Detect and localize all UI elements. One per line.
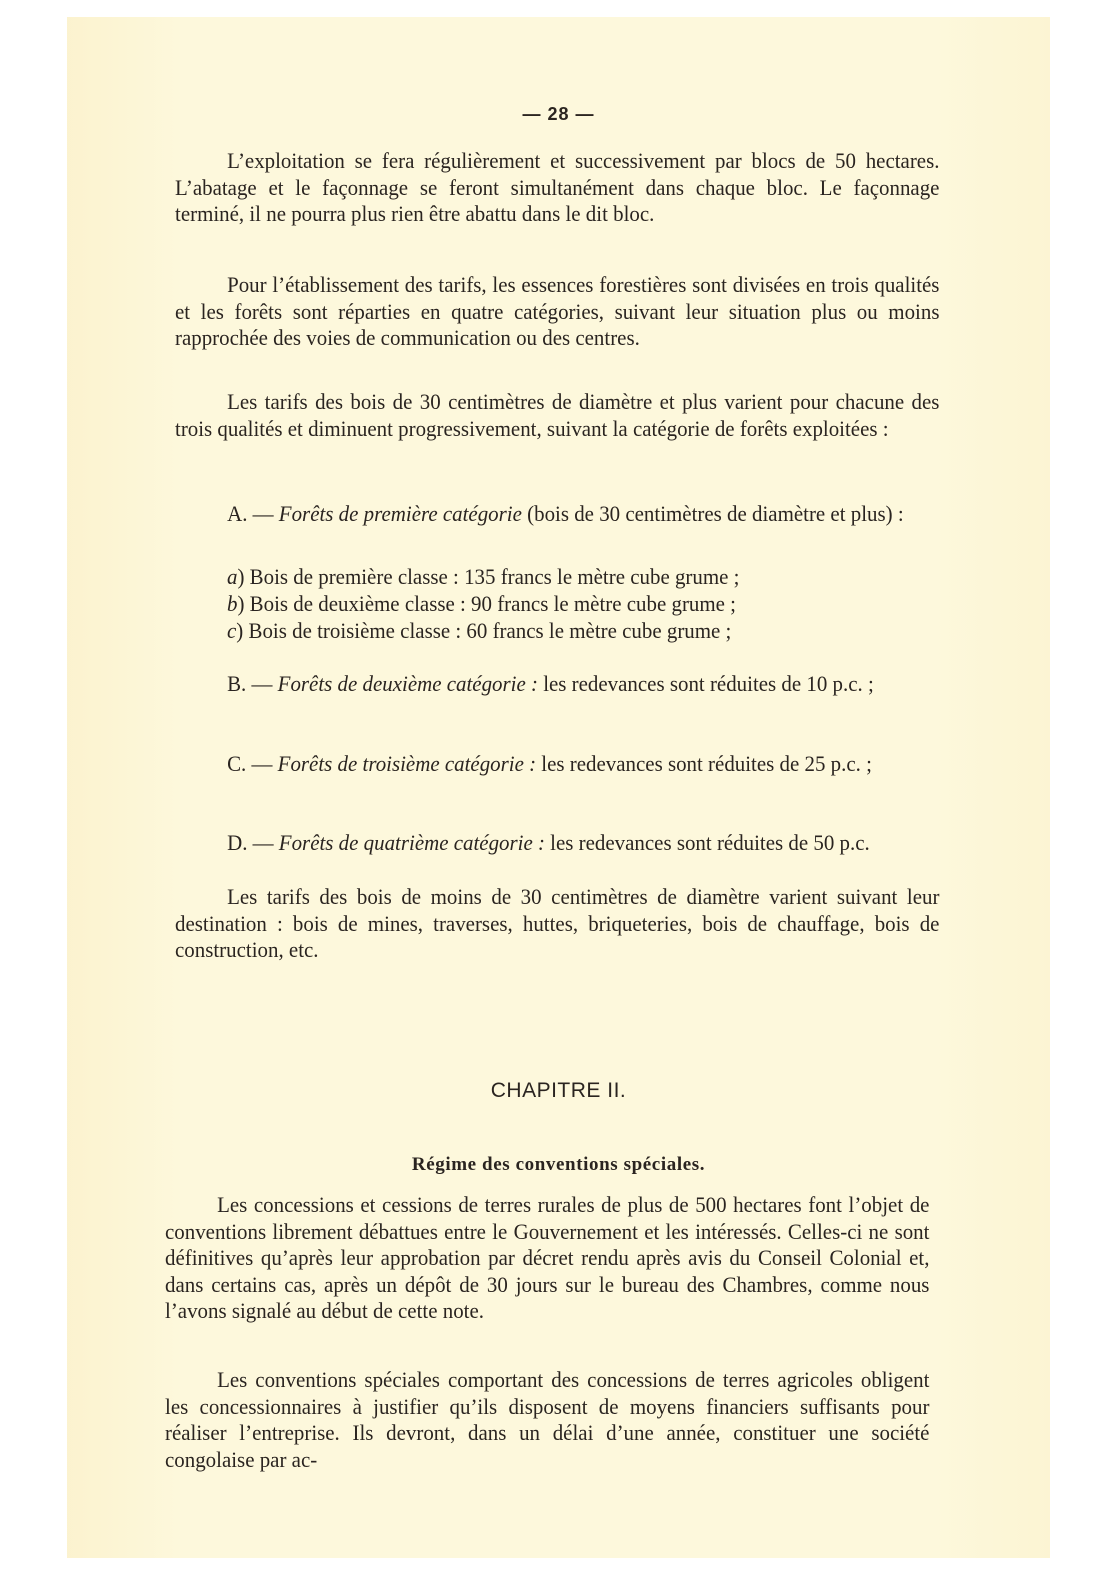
category-d: [175, 830, 939, 857]
category-b-rest: les redevances sont réduites de 10 p.c. ;: [537, 671, 874, 696]
category-d-prefix: D. —: [227, 830, 279, 855]
paragraph-concessions: Les concessions et cessions de terres rurales de plus de 500 hectares font l’objet de conventions librement débattues entre le Gouvernement et les intéressés. Celles-ci ne sont définitives qu’après leur approbation par décret rendu après avis du Conseil Colonial et, dans certains cas, après un dépôt de 30 jours sur le bureau des Chambres, comme nous l’avons signalé au début de cette note.: [165, 1192, 930, 1323]
list-item-text: ) Bois de première classe : 135 francs le mètre cube grume ;: [237, 564, 740, 589]
chapter-heading: CHAPITRE II.: [490, 1079, 627, 1102]
category-b: [175, 671, 939, 698]
category-a-rest: (bois de 30 centimètres de diamètre et plus) :: [521, 501, 904, 526]
category-d-rest: les redevances sont réduites de 50 p.c.: [544, 830, 870, 855]
category-d-title: Forêts de quatrième catégorie :: [278, 830, 545, 855]
list-item-label: a: [227, 564, 238, 589]
category-c: [175, 751, 939, 778]
category-c-rest: les redevances sont réduites de 25 p.c. ;: [536, 751, 872, 776]
paragraph-tarifs-qualites: Pour l’établissement des tarifs, les essences forestières sont divisées en trois qualités et les forêts sont réparties en quatre catégories, suivant leur situation plus ou moins rapprochée des voies de communication ou des centres.: [175, 272, 940, 350]
document-page: [67, 17, 1050, 1558]
category-a-prefix: A. —: [227, 501, 279, 526]
page-number: — 28 —: [522, 104, 595, 124]
list-item-text: ) Bois de deuxième classe : 90 francs le mètre cube grume ;: [237, 591, 737, 616]
category-a-title: Forêts de première catégorie: [278, 501, 522, 526]
paragraph-conventions-speciales: Les conventions spéciales comportant des concessions de terres agricoles obligent les concessionnaires à justifier qu’ils disposent de moyens financiers suffisants pour réaliser l’entreprise. Ils devront, dans un délai d’une année, constituer une société congolaise par ac-: [165, 1367, 930, 1472]
category-c-title: Forêts de troisième catégorie :: [277, 751, 537, 776]
paragraph-small-wood: Les tarifs des bois de moins de 30 centimètres de diamètre varient suivant leur destination : bois de mines, traverses, huttes, briqueteries, bois de chauffage, bois de construction, etc.: [175, 884, 940, 962]
category-b-title: Forêts de deuxième catégorie :: [277, 671, 538, 696]
paragraph-tarifs-30cm: Les tarifs des bois de 30 centimètres de diamètre et plus varient pour chacune des trois qualités et diminuent progressivement, suivant la catégorie de forêts exploitées :: [175, 389, 940, 441]
paragraph-exploitation: L’exploitation se fera régulièrement et successivement par blocs de 50 hectares. L’abatage et le façonnage se feront simultanément dans chaque bloc. Le façonnage terminé, il ne pourra plus rien être abattu dans le dit bloc.: [175, 148, 940, 226]
list-item-c: [227, 618, 731, 645]
category-a-heading: [175, 501, 939, 528]
list-item-label: b: [227, 591, 238, 616]
category-b-prefix: B. —: [227, 671, 278, 696]
list-item-a: [227, 564, 739, 591]
section-title: Régime des conventions spéciales.: [411, 1154, 706, 1175]
list-item-label: c: [227, 618, 237, 643]
category-c-prefix: C. —: [227, 751, 278, 776]
list-item-b: [227, 591, 736, 618]
list-item-text: ) Bois de troisième classe : 60 francs le mètre cube grume ;: [236, 618, 732, 643]
